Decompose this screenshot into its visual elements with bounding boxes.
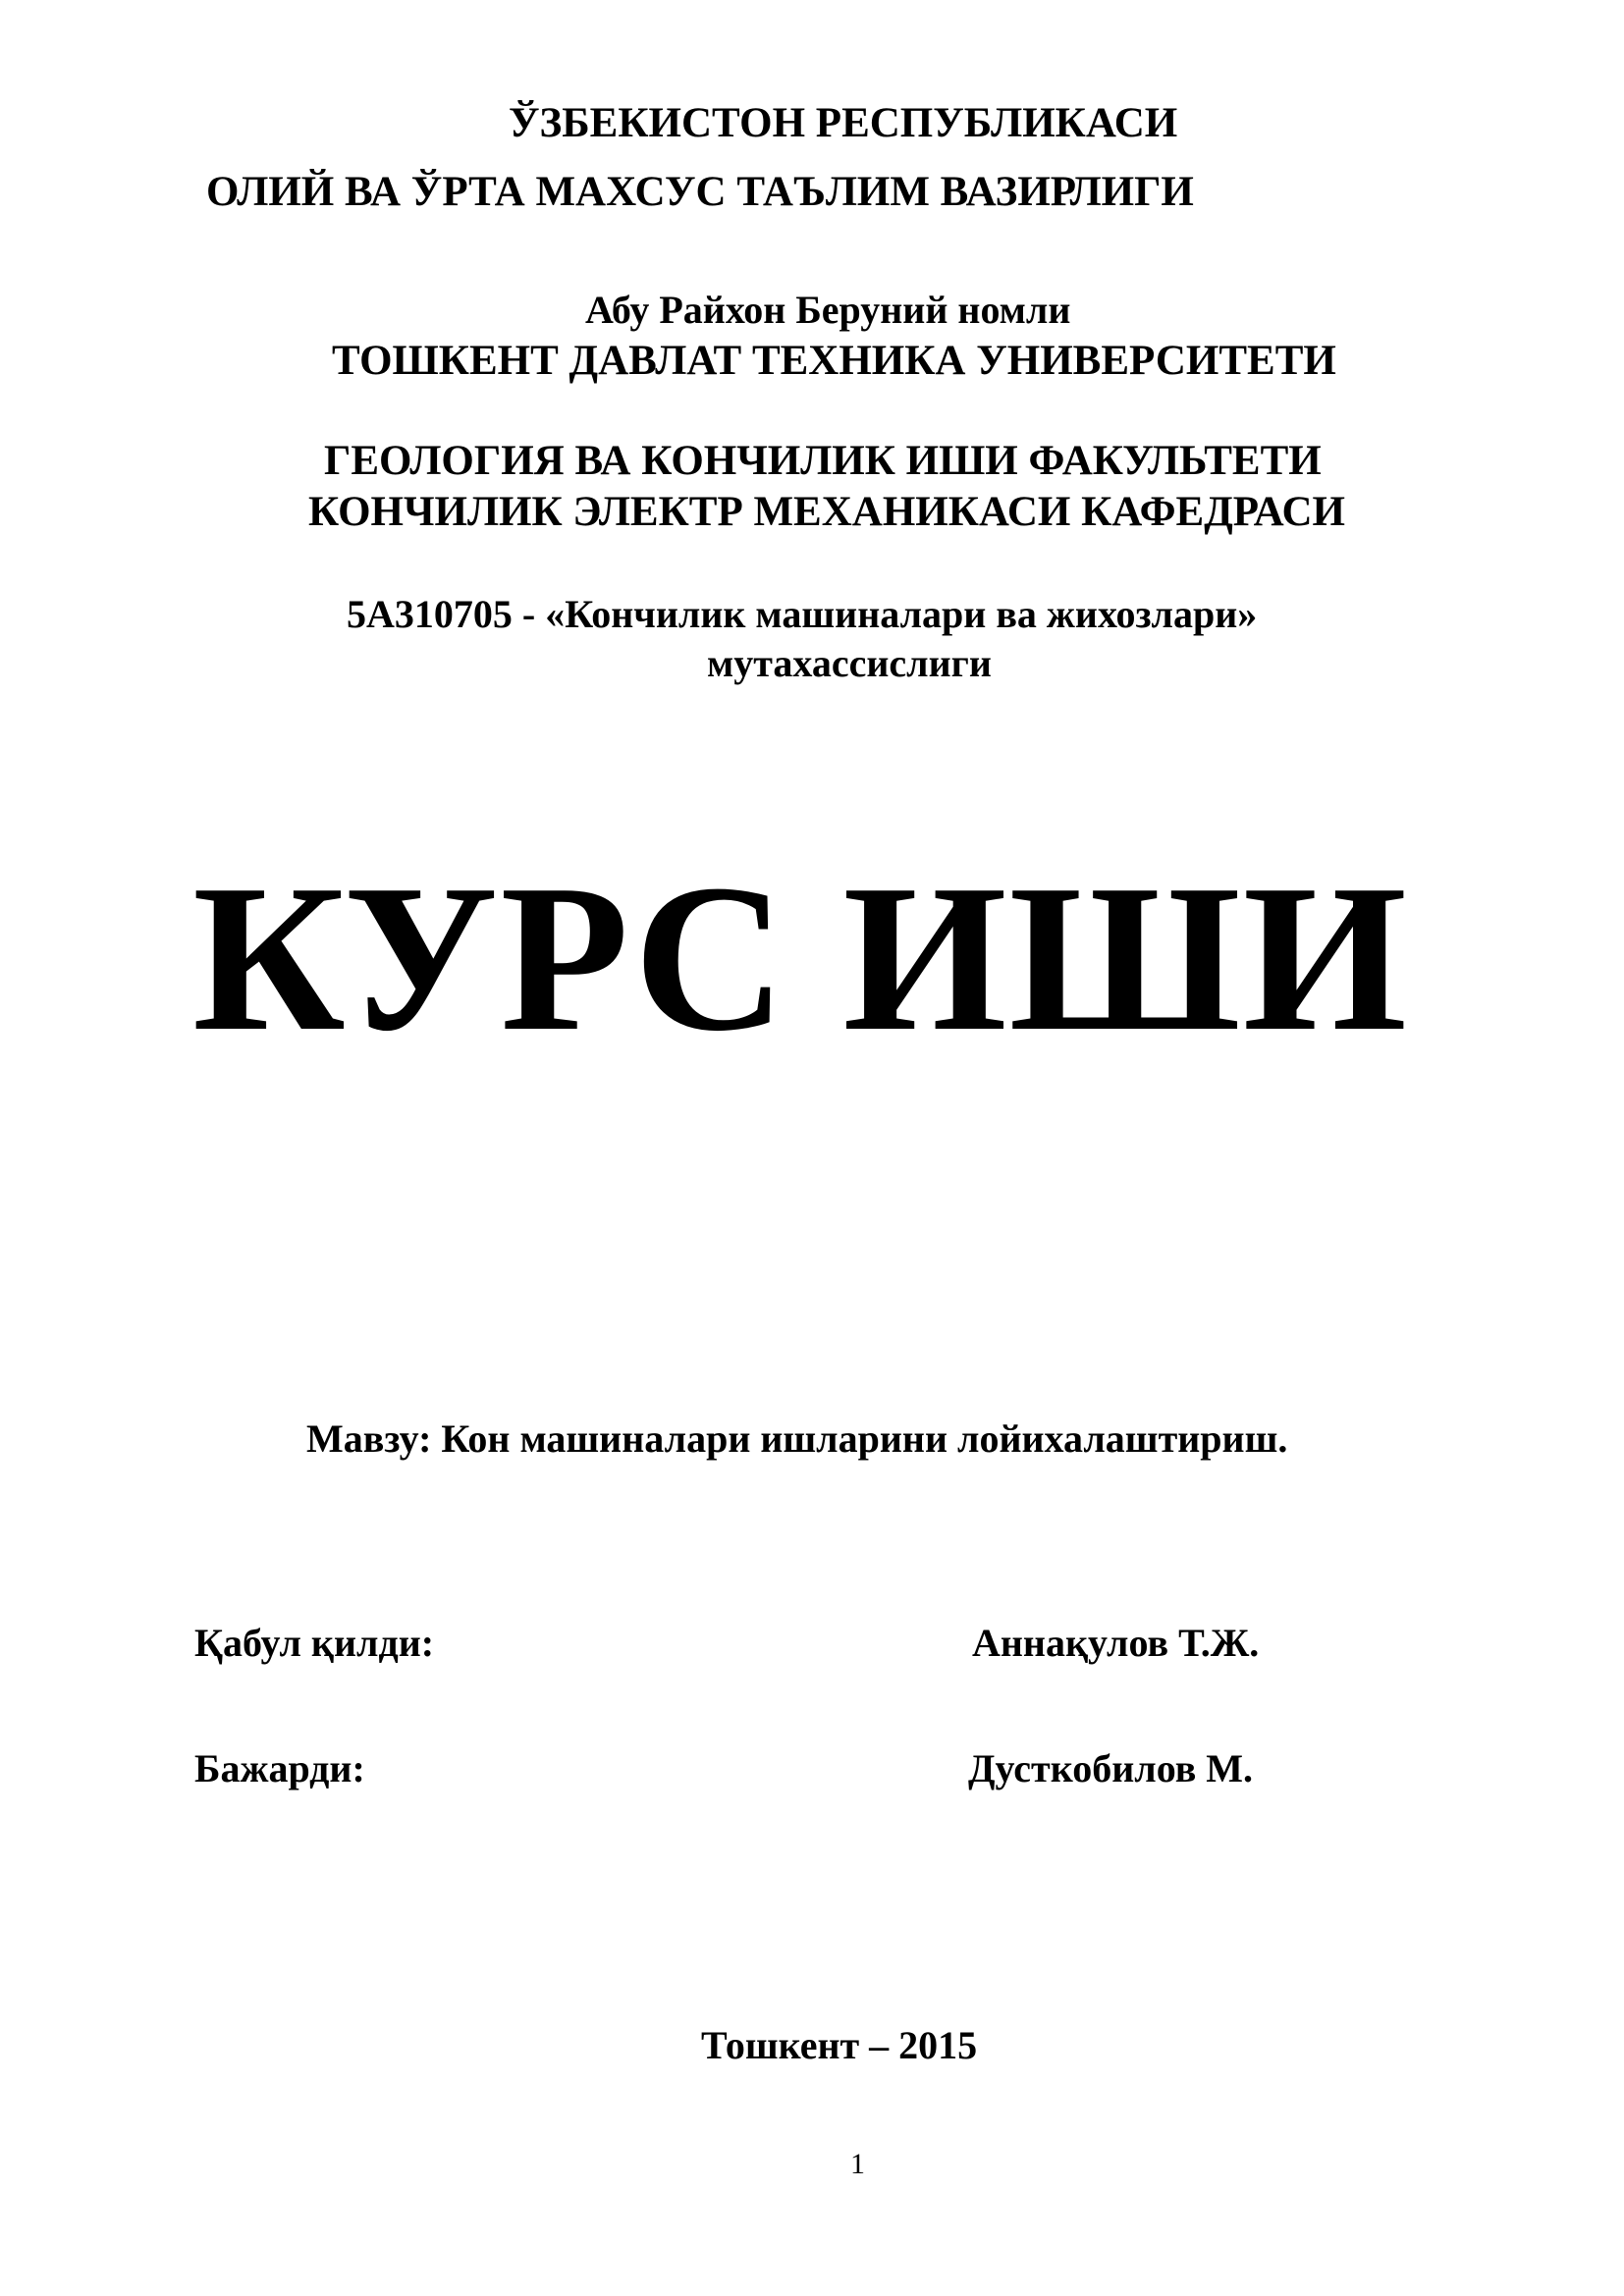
university-named-after: Абу Райхон Беруний номли xyxy=(585,288,1071,332)
department-name: КОНЧИЛИК ЭЛЕКТР МЕХАНИКАСИ КАФЕДРАСИ xyxy=(308,489,1345,535)
university-name: ТОШКЕНТ ДАВЛАТ ТЕХНИКА УНИВЕРСИТЕТИ xyxy=(332,338,1336,384)
performed-label: Бажарди: xyxy=(194,1746,365,1790)
accepted-name: Аннақулов Т.Ж. xyxy=(972,1621,1260,1665)
topic-line: Мавзу: Кон машиналари ишларини лойихалаштириш. xyxy=(306,1416,1288,1461)
ministry-heading: ОЛИЙ ВА ЎРТА МАХСУС ТАЪЛИМ ВАЗИРЛИГИ xyxy=(206,169,1194,215)
page-number: 1 xyxy=(850,2148,865,2180)
specialty-code-line: 5А310705 - «Кончилик машиналари ва жихозлари» xyxy=(347,592,1258,636)
performed-name: Дусткобилов М. xyxy=(968,1746,1254,1790)
faculty-name: ГЕОЛОГИЯ ВА КОНЧИЛИК ИШИ ФАКУЛЬТЕТИ xyxy=(324,438,1322,484)
place-year: Тошкент – 2015 xyxy=(701,2023,978,2067)
accepted-label: Қабул қилди: xyxy=(194,1621,435,1665)
specialty-label: мутахассислиги xyxy=(707,641,992,685)
republic-heading: ЎЗБЕКИСТОН РЕСПУБЛИКАСИ xyxy=(509,100,1178,146)
document-title: КУРС ИШИ xyxy=(192,840,1409,1075)
